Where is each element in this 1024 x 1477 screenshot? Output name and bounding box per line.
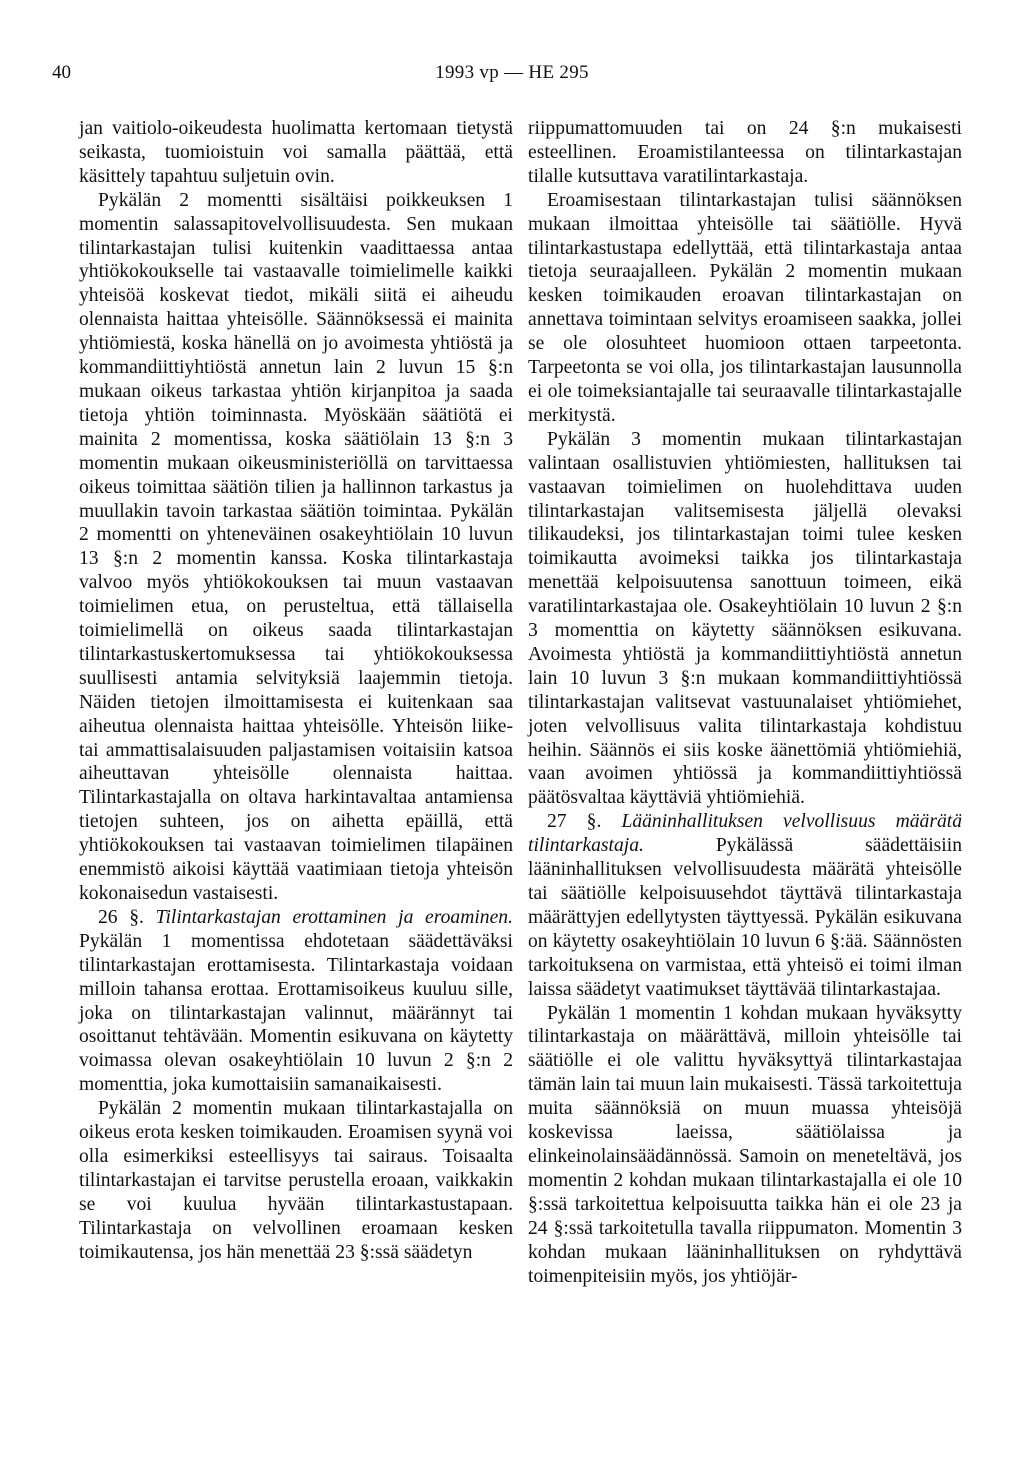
- paragraph: riippumattomuuden tai on 24 §:n mukaisesti esteellinen. Eroamistilanteessa on tilintarkastajan tilalle kutsuttava varatilintarkastaja.: [528, 118, 962, 187]
- section-text: Pykälän 1 momentissa ehdotetaan säädettäväksi tilintarkastajan erottamisesta. Tilintarkastaja voidaan milloin tahansa erottaa. Erottamisoikeus kuuluu sille, joka on tilintarkastajan valinnut, määrännyt tai osoittanut tehtävään. Momentin esikuvana on käytetty voimassa olevan osakeyhtiölain 10 luvun 2 §:n 2 momenttia, joka kumottaisiin samanaikaisesti.: [79, 930, 513, 1096]
- section-text: Pykälässä säädettäisiin lääninhallituksen velvollisuudesta määrätä yhteisölle tai säätiölle kelpoisuusehdot täyttävä tilintarkastaja määrättyjen edellytysten täyttyessä. Pykälän esikuvana on käytetty osakeyhtiölain 10 luvun 6 §:ää. Säännösten tarkoituksena on varmistaa, että yhteisö ei toimi ilman laissa säädetyt vaatimukset täyttävää tilintarkastajaa.: [528, 835, 962, 1000]
- page-header: [0, 62, 1024, 92]
- paragraph: jan vaitiolo-oikeudesta huolimatta kertomaan tietystä seikasta, tuomioistuin voi samalla päättää, että käsittely tapahtuu suljetuin ovin.: [79, 118, 513, 187]
- section-title: Lääninhallituksen velvollisuus määrätä tilintarkastaja.: [528, 811, 962, 857]
- page-number: 40: [52, 62, 71, 83]
- section-number: 26 §.: [98, 906, 144, 928]
- paragraph: Eroamisestaan tilintarkastajan tulisi säännöksen mukaan ilmoittaa yhteisölle tai säätiölle. Hyvä tilintarkastustapa edellyttää, että tilintarkastaja antaa tietoja seuraajalleen. Pykälän 2 momentin mukaan kesken toimikauden eroavan tilintarkastajan on annettava toimintaan selvitys eroamiseen saakka, jollei se ole olosuhteet huomioon ottaen tarpeetonta. Tarpeetonta se voi olla, jos tilintarkastajan lausunnolla ei ole toimeksiantajalle tai seuraavalle tilintarkastajalle merkitystä.: [528, 189, 962, 426]
- section-paragraph: [528, 810, 962, 1001]
- right-column: [528, 117, 962, 1288]
- section-paragraph: [79, 906, 513, 1097]
- paragraph: Pykälän 2 momentti sisältäisi poikkeuksen 1 momentin salassapitovelvollisuudesta. Sen mukaan tilintarkastajan tulisi kuitenkin vaadittaessa antaa yhtiökokoukselle tai vastaavalle toimielimelle kaikki yhteisöä koskevat tiedot, mikäli siitä ei aiheudu olennaista haittaa yhteisölle. Säännöksessä ei mainita yhtiömiestä, koska hänellä on jo avoimesta yhtiöstä ja kommandiittiyhtiöstä annetun lain 2 luvun 15 §:n mukaan oikeus tarkastaa yhtiön kirjanpitoa ja saada tietoja yhtiön toiminnasta. Myöskään säätiötä ei mainita 2 momentissa, koska säätiölain 13 §:n 3 momentin mukaan oikeusministeriöllä on tarvittaessa oikeus toimittaa säätiön tilien ja hallinnon tarkastus ja muullakin tavoin tarkastaa säätiön toimintaa. Pykälän 2 momentti on yhteneväinen osakeyhtiölain 10 luvun 13 §:n 2 momentin kanssa. Koska tilintarkastaja valvoo myös yhtiökokouksen tai muun vastaavan toimielimen etua, on perusteltua, että tällaisella toimielimellä on oikeus saada tilintarkastajan tilintarkastuskertomuksessa tai yhtiökokouksessa suullisesti antamia selvityksiä laajemmin tietoja. Näiden tietojen ilmoittamisesta ei kuitenkaan saa aiheutua olennaista haittaa yhteisölle. Yhteisön liike- tai ammattisalaisuuden paljastamisen voitaisiin katsoa aiheuttavan yhteisölle olennaista haittaa. Tilintarkastajalla on oltava harkintavaltaa antamiensa tietojen suhteen, jos on aihetta epäillä, että yhtiökokouksen tai vastaavan toimielimen tilapäinen enemmistö aikoisi käyttää vaatimiaan tietoja yhteisön kokonaisedun vastaisesti.: [79, 189, 513, 904]
- paragraph: Pykälän 3 momentin mukaan tilintarkastajan valintaan osallistuvien yhtiömiesten, hallituksen tai vastaavan toimielimen on huolehdittava uuden tilintarkastajan valitsemisesta jäljellä olevaksi tilikaudeksi, jos tilintarkastajan toimi tulee kesken toimikautta avoimeksi taikka jos tilintarkastaja menettää kelpoisuutensa sanottuun toimeen, eikä varatilintarkastajaa ole. Osakeyhtiölain 10 luvun 2 §:n 3 momenttia on käytetty säännöksen esikuvana. Avoimesta yhtiöstä ja kommandiittiyhtiöstä annetun lain 10 luvun 3 §:n mukaan kommandiittiyhtiössä tilintarkastajan valitsevat vastuunalaiset yhtiömiehet, joten velvollisuus valita tilintarkastaja kohdistuu heihin. Säännös ei siis koske äänettömiä yhtiömiehiä, vaan avoimen yhtiössä ja kommandiittiyhtiössä päätösvaltaa käyttäviä yhtiömiehiä.: [528, 428, 962, 809]
- paragraph: Pykälän 1 momentin 1 kohdan mukaan hyväksytty tilintarkastaja on määrättävä, milloin yhteisölle tai säätiölle ei ole valittu hyväksyttyä tilintarkastajaa tämän lain tai muun lain mukaisesti. Tässä tarkoitettuja muita säännöksiä on muun muassa yhteisöjä koskevissa laeissa, säätiölaissa ja elinkeinolainsäädännössä. Samoin on meneteltävä, jos momentin 2 kohdan mukaan tilintarkastajalla ei ole 10 §:ssä tarkoitettua kelpoisuutta taikka hän ei ole 23 ja 24 §:ssä tarkoitetulla tavalla riippumaton. Momentin 3 kohdan mukaan lääninhallituksen on ryhdyttävä toimenpiteisiin myös, jos yhtiöjär-: [528, 1002, 962, 1287]
- left-column: [79, 117, 513, 1265]
- paragraph: Pykälän 2 momentin mukaan tilintarkastajalla on oikeus erota kesken toimikauden. Eroamisen syynä voi olla esimerkiksi esteellisyys tai sairaus. Toisaalta tilintarkastajan ei tarvitse perustella eroaan, vaikkakin se voi kuulua hyvään tilintarkastustapaan. Tilintarkastaja on velvollinen eroamaan kesken toimikautensa, jos hän menettää 23 §:ssä säädetyn: [79, 1098, 513, 1263]
- section-title: Tilintarkastajan erottaminen ja eroaminen.: [155, 906, 513, 928]
- section-number: 27 §.: [547, 811, 602, 833]
- document-title: 1993 vp — HE 295: [435, 62, 589, 83]
